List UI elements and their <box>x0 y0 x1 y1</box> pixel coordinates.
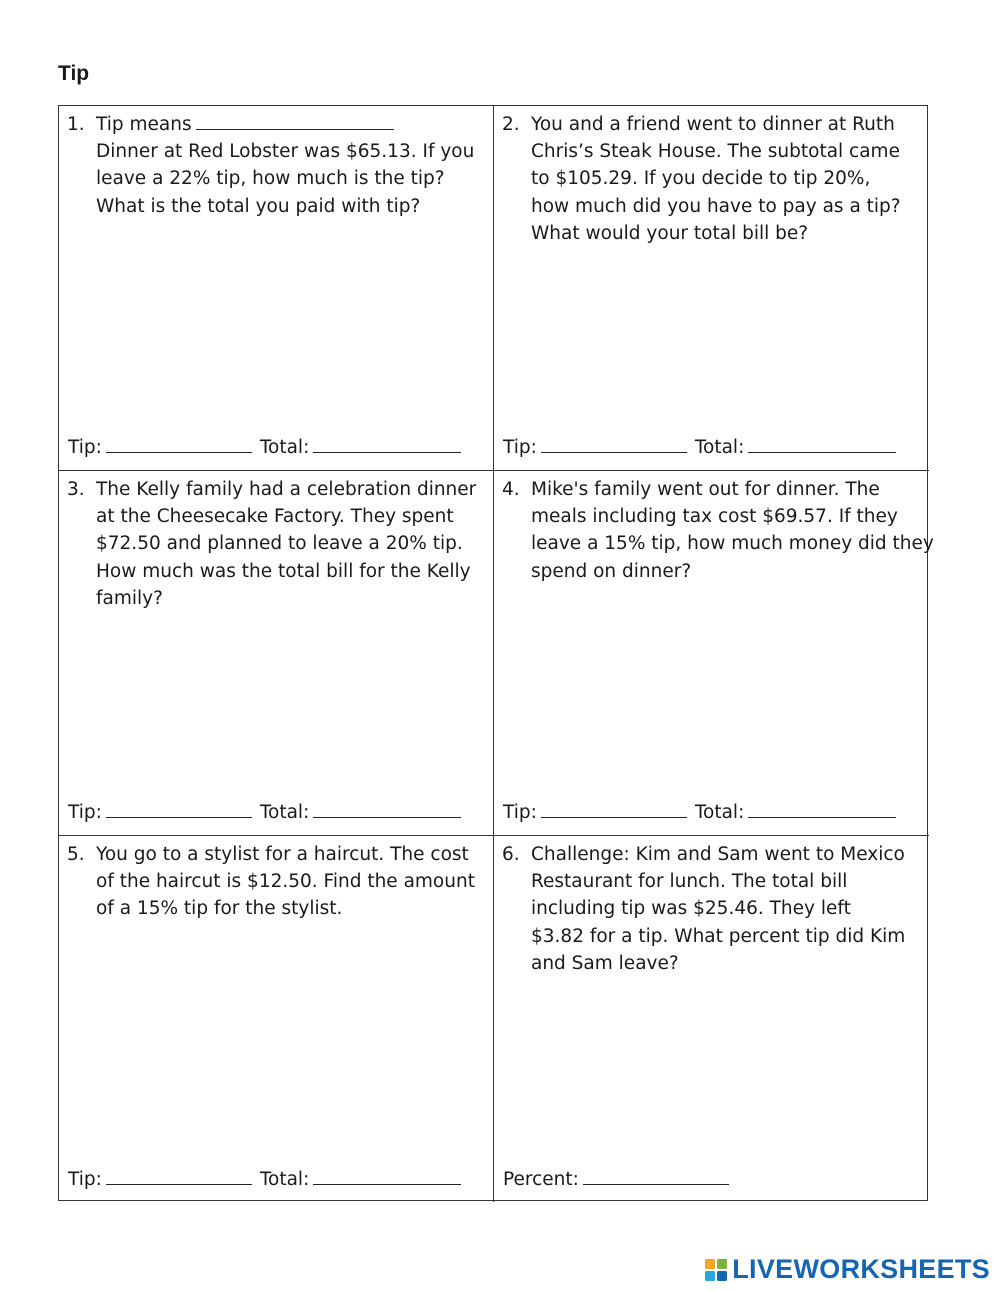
total-blank[interactable] <box>313 436 461 453</box>
question-line: $72.50 and planned to leave a 20% tip. <box>96 533 463 555</box>
question-line: of a 15% tip for the stylist. <box>96 898 343 920</box>
total-label: Total: <box>259 802 310 823</box>
question-line: leave a 15% tip, how much money did they <box>531 533 934 555</box>
tip-label: Tip: <box>68 437 102 458</box>
answer-row-3 <box>68 801 469 823</box>
percent-label: Percent: <box>503 1169 579 1190</box>
question-cell-4 <box>494 471 934 836</box>
question-line: How much was the total bill for the Kelly <box>96 560 471 582</box>
tip-blank[interactable] <box>541 801 687 818</box>
tip-blank[interactable] <box>106 801 252 818</box>
question-line: $3.82 for a tip. What percent tip did Kim <box>531 925 906 947</box>
total-blank[interactable] <box>313 801 461 818</box>
brand-name: LIVEWORKSHEETS <box>732 1254 990 1284</box>
percent-blank[interactable] <box>583 1168 729 1185</box>
question-line: Restaurant for lunch. The total bill <box>531 871 848 893</box>
liveworksheets-logo <box>704 1254 990 1285</box>
tip-label: Tip: <box>68 802 102 823</box>
question-line: to $105.29. If you decide to tip 20%, <box>531 168 871 190</box>
question-line: Chris’s Steak House. The subtotal came <box>531 141 900 163</box>
total-blank[interactable] <box>748 801 896 818</box>
question-number: 6. <box>502 844 520 865</box>
tip-label: Tip: <box>503 437 537 458</box>
answer-row-1 <box>68 436 469 458</box>
worksheet-title: Tip <box>58 62 90 85</box>
total-label: Total: <box>694 437 745 458</box>
tip-definition-blank[interactable] <box>196 113 394 130</box>
question-number: 4. <box>502 479 520 500</box>
question-6 <box>502 841 921 977</box>
question-number: 1. <box>67 114 85 135</box>
question-number: 3. <box>67 479 85 500</box>
question-1 <box>67 111 485 220</box>
question-cell-5 <box>59 836 494 1202</box>
question-number: 2. <box>502 114 520 135</box>
question-line: at the Cheesecake Factory. They spent <box>96 506 454 528</box>
tip-blank[interactable] <box>106 436 252 453</box>
question-label: Tip means <box>96 114 192 135</box>
question-line: and Sam leave? <box>531 952 679 974</box>
tip-blank[interactable] <box>106 1168 252 1185</box>
question-line: You go to a stylist for a haircut. The cost <box>96 844 469 865</box>
question-cell-2 <box>494 106 929 471</box>
total-label: Total: <box>259 1169 310 1190</box>
question-5 <box>67 841 485 923</box>
tip-blank[interactable] <box>541 436 687 453</box>
question-line: including tip was $25.46. They left <box>531 898 851 920</box>
question-line: What is the total you paid with tip? <box>96 195 421 217</box>
question-line: family? <box>96 587 163 609</box>
question-line: Dinner at Red Lobster was $65.13. If you <box>96 141 475 163</box>
total-label: Total: <box>259 437 310 458</box>
question-grid <box>58 105 934 1201</box>
question-line: The Kelly family had a celebration dinner <box>96 479 477 500</box>
tip-label: Tip: <box>503 802 537 823</box>
question-line: Challenge: Kim and Sam went to Mexico <box>531 844 905 865</box>
question-line: Mike's family went out for dinner. The <box>531 479 880 500</box>
total-blank[interactable] <box>313 1168 461 1185</box>
answer-row-5 <box>68 1168 469 1190</box>
total-blank[interactable] <box>748 436 896 453</box>
answer-row-4 <box>503 801 904 823</box>
question-cell-6 <box>494 836 929 1202</box>
question-line: spend on dinner? <box>531 560 692 582</box>
question-cell-3 <box>59 471 494 836</box>
question-line: of the haircut is $12.50. Find the amount <box>96 871 475 893</box>
question-3 <box>67 476 485 612</box>
question-cell-1 <box>59 106 494 471</box>
question-line: leave a 22% tip, how much is the tip? <box>96 168 445 190</box>
answer-row-6 <box>503 1168 737 1190</box>
liveworksheets-logo-icon <box>704 1258 728 1282</box>
question-4 <box>502 476 934 585</box>
question-2 <box>502 111 921 247</box>
question-line: You and a friend went to dinner at Ruth <box>531 114 895 135</box>
question-line: What would your total bill be? <box>531 222 809 244</box>
answer-row-2 <box>503 436 904 458</box>
question-number: 5. <box>67 844 85 865</box>
question-line: meals including tax cost $69.57. If they <box>531 506 898 528</box>
total-label: Total: <box>694 802 745 823</box>
tip-label: Tip: <box>68 1169 102 1190</box>
question-line: how much did you have to pay as a tip? <box>531 195 901 217</box>
